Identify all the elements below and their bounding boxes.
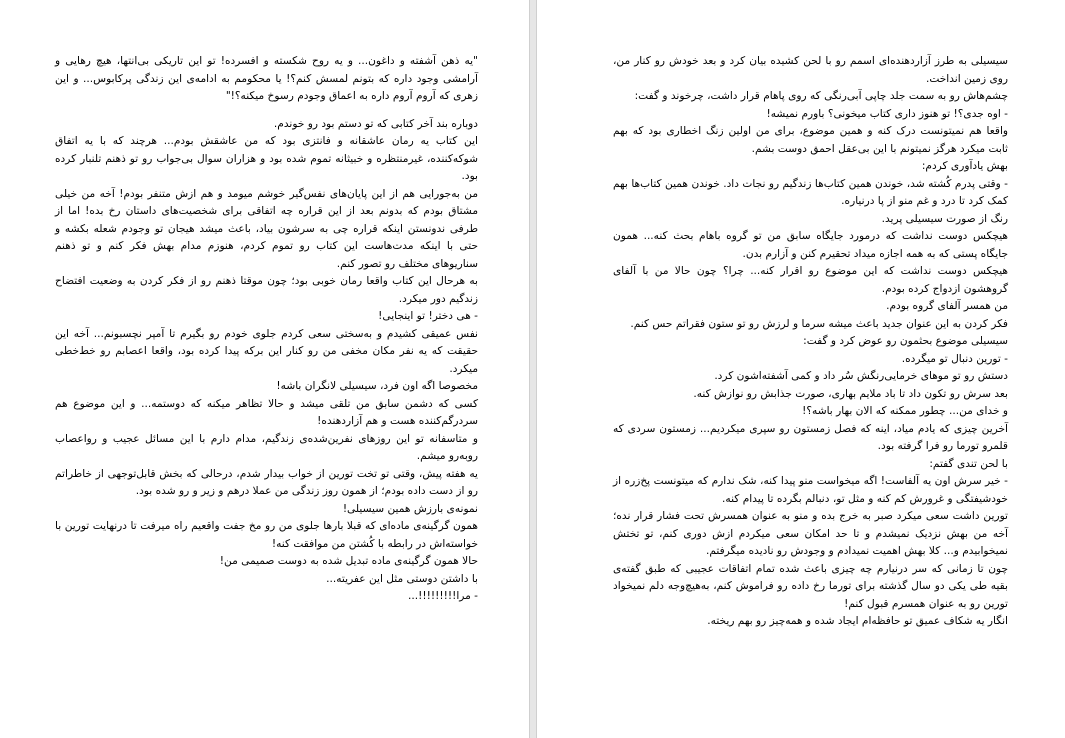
paragraph: آخرین چیزی که یادم میاد، اینه که فصل زمستون رو سپری میکردیم... زمستون سردی که قلمرو تورما رو فرا گرفته بود. [613,422,1008,452]
paragraph: - اوه جدی؟! تو هنوز داری کتاب میخونی؟ باورم نمیشه! [766,107,1008,120]
paragraph: هیچکس دوست نداشت که این موضوع رو اقرار کنه... چرا؟ چون حالا من با آلفای گروهشون ازدواج کرده بودم. [613,265,1008,295]
paragraph: با لحن تندی گفتم: [929,457,1008,470]
paragraph: رنگ از صورت سیسیلی پرید. [881,212,1008,225]
paragraph: دستش رو تو موهای خرمایی‌رنگش سُر داد و کمی آشفته‌اشون کرد. [714,370,1008,382]
paragraph: حالا همون گرگینه‌ی ماده تبدیل شده به دوست صمیمی من! [219,555,478,567]
paragraph: چون تا زمانی که سر درنیارم چه چیزی باعث شده تمام اتفاقات عجیبی که طبق گفته‌ی بقیه طی یکی دو سال گذشته برای تورما رخ داده رو فراموش کنم، به‌هیچ‌وجه دلم نمیخواد تورین رو به عنوان همسرم قبول کنم! [613,562,1008,610]
left-page [0,0,530,738]
right-page [536,0,1065,738]
paragraph: - تورین دنبال تو میگرده. [901,352,1008,365]
paragraph: - هی دختر! تو اینجایی! [378,310,478,322]
paragraph: نمونه‌ی بارزش همین سیسیلی! [342,502,478,515]
paragraph: یه هفته پیش، وقتی تو تخت تورین از خواب بیدار شدم، درحالی که بخش قابل‌توجهی از خاطراتم رو از دست داده بودم؛ از همون روز زندگی من عملا درهم و زیر و رو شده بود. [55,467,478,497]
paragraph: "یه ذهن آشفته و داغون... و یه روح شکسته و افسرده! تو این تاریکی بی‌انتها، هیچ رهایی و آرامشی وجود داره که بتونم لمسش کنم؟! یا محکومم به ادامه‌ی این زندگی پرکابوس... و این زهری که آروم آروم داره به اعماق وجودم رسوخ میکنه؟!" [55,55,478,102]
paragraph: دوباره بند آخر کتابی که تو دستم بود رو خوندم. [273,117,478,130]
paragraph: سیسیلی به طرز آزاردهنده‌ای اسمم رو با لحن کشیده بیان کرد و بعد خودش رو کنار من، روی زمین انداخت. [613,55,1008,85]
paragraph: من همسر آلفای گروه بودم. [886,300,1008,312]
paragraph: کسی که دشمن سابق من تلقی میشد و حالا تظاهر میکنه که دوستمه... و این موضوع هم سردرگم‌کننده هست و هم آزاردهنده! [55,397,478,427]
paragraph: و خدای من... چطور ممکنه که الان بهار باشه؟! [802,405,1008,417]
paragraph: همون گرگینه‌ی ماده‌ای که قبلا بارها جلوی من رو مخ جفت واقعیم راه میرفت تا درنهایت تورین با خواسته‌اش در رابطه با کُشتن من موافقت کنه! [55,520,478,550]
paragraph: تورین داشت سعی میکرد صبر به خرج بده و منو به عنوان همسرش تحت فشار قرار نده؛ آخه من بهش نزدیک نمیشدم و تا حد امکان سعی میکردم ازش دوری کنم، تو تختش نمیخوابیدم و... کلا بهش اهمیت نمیدادم و وجودش رو نادیده میگرفتم. [613,510,1008,557]
paragraph: به هرحال این کتاب واقعا رمان خوبی بود؛ چون موقتا ذهنم رو از فکر کردن به وضعیت افتضاح زندگیم دور میکرد. [55,275,478,305]
paragraph: با داشتن دوستی مثل این عفریته... [326,572,478,585]
paragraph: سیسیلی موضوع بحثمون رو عوض کرد و گفت: [803,335,1008,347]
paragraph: چشم‌هاش رو به سمت جلد چاپی آبی‌رنگی که روی پاهام قرار داشت، چرخوند و گفت: [634,90,1008,102]
paragraph: من به‌جورایی هم از این پایان‌های نفس‌گیر خوشم میومد و هم ازش متنفر بودم! آخه من خیلی مشتاق بودم که بدونم بعد از این قراره چه اتفاقی برای شخصیت‌های داستان رخ بده! اما از طرفی ندونستن اینکه قراره چی به سرشون بیاد، باعث میشد هیجان تو وجودم شعله بکشه و حتی با اینکه مدت‌هاست این کتاب رو تموم کردم، هنوزم مدام بهش فکر کنم و تو ذهنم سناریوهای مختلف رو تصور کنم. [55,187,478,270]
left-page-text [55,53,478,606]
paragraph: بهش یادآوری کردم: [921,160,1008,172]
paragraph: فکر کردن به این عنوان جدید باعث میشه سرما و لرزش رو تو ستون فقراتم حس کنم. [630,317,1008,330]
paragraph: - خیر سرش اون یه آلفاست! اگه میخواست منو پیدا کنه، شک ندارم که میتونست پخ‌زره از خودشیفتگی و غرورش کم کنه و مثل تو، دنبالم بگرده تا پیدام کنه. [613,475,1008,505]
paragraph: هیچکس دوست نداشت که درمورد جایگاه سابق من تو گروه باهام بحث کنه... همون جایگاه پستی که به همه اجازه میداد تحقیرم کنن و آزارم بدن. [613,230,1008,260]
paragraph: نفس عمیقی کشیدم و به‌سختی سعی کردم جلوی خودم رو بگیرم تا آمپر نچسبونم... آخه این حقیقت که یه نفر مکان مخفی من رو کنار این برکه پیدا کرده بود، واقعا اعصابم رو خط‌خطی میکرد. [55,327,478,375]
paragraph: واقعا هم نمیتونست درک کنه و همین موضوع، برای من اولین زنگ اخطاری بود که بهم ثابت میکرد هرگز نمیتونم با این بی‌عقل احمق دوست بشم. [613,125,1008,155]
paragraph: مخصوصا اگه اون فرد، سیسیلی لانگران باشه! [276,380,478,392]
paragraph: - وقتی پدرم کُشته شد، خوندن همین کتاب‌ها زندگیم رو نجات داد. خوندن همین کتاب‌ها بهم کمک کرد تا درد و غم منو از پا درنیاره. [613,177,1008,207]
right-page-text [613,53,1008,631]
paragraph: انگار یه شکاف عمیق تو حافظه‌ام ایجاد شده و همه‌چیز رو بهم ریخته. [707,615,1008,627]
paragraph: و متاسفانه تو این روزهای نفرین‌شده‌ی زندگیم، مدام دارم با این مسائل عجیب و رواعصاب روبه‌رو میشم. [55,432,478,462]
paragraph: این کتاب یه رمان عاشقانه و فانتزی بود که من عاشقش بودم... هرچند که با یه اتفاق شوکه‌کننده، غیرمنتظره و خبیثانه تموم شده بود و هزاران سوال بی‌جواب رو تو ذهنم تلنبار کرده بود. [55,135,478,182]
paragraph: بعد سرش رو تکون داد تا باد ملایم بهاری، صورت جذابش رو نوازش کنه. [693,387,1008,400]
paragraph: - مرا!!!!!!!!!... [408,590,478,602]
